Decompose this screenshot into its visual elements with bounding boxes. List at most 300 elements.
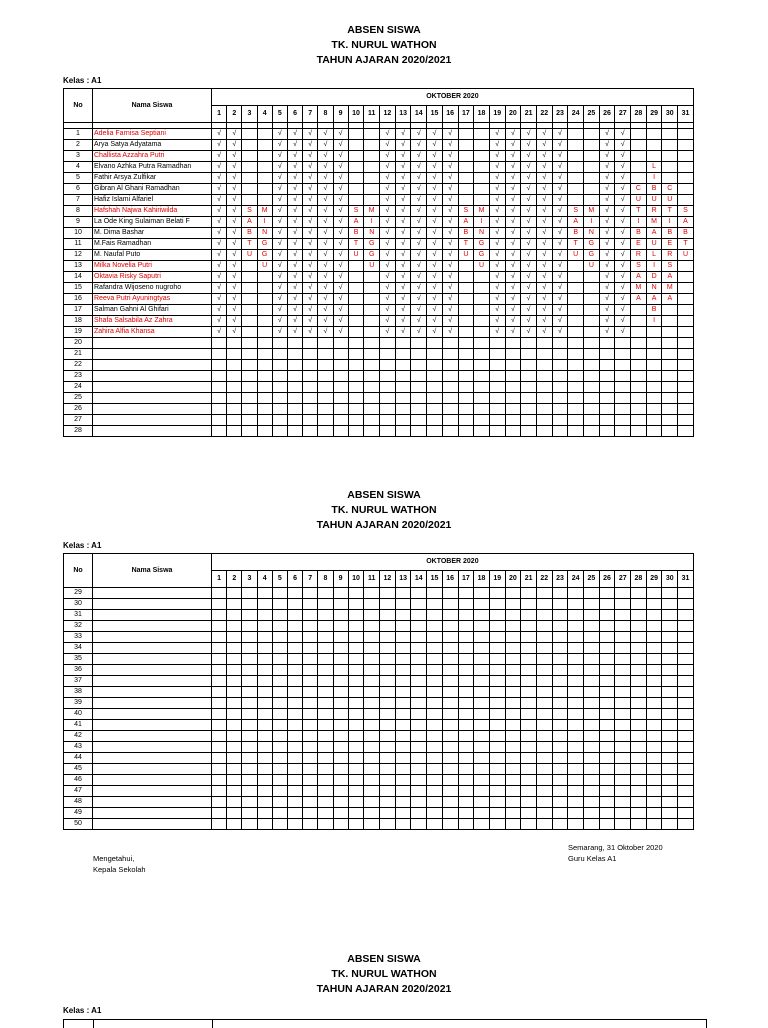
student-name-empty xyxy=(93,687,212,698)
attendance-cell xyxy=(257,272,272,283)
attendance-cell: R xyxy=(631,250,647,261)
attendance-cell xyxy=(257,371,272,382)
attendance-cell xyxy=(364,753,380,764)
attendance-cell: √ xyxy=(427,140,443,151)
attendance-cell xyxy=(348,338,364,349)
attendance-cell xyxy=(411,349,427,360)
attendance-cell: √ xyxy=(521,195,537,206)
attendance-cell: √ xyxy=(536,294,552,305)
attendance-cell: √ xyxy=(395,305,411,316)
attendance-cell xyxy=(303,621,318,632)
attendance-cell xyxy=(678,360,694,371)
attendance-cell xyxy=(242,283,257,294)
attendance-cell xyxy=(272,775,287,786)
attendance-cell: √ xyxy=(411,195,427,206)
attendance-cell xyxy=(348,698,364,709)
student-name-empty xyxy=(93,731,212,742)
attendance-cell: √ xyxy=(489,272,505,283)
sheet3-title: ABSEN SISWA xyxy=(347,953,421,965)
attendance-cell: √ xyxy=(333,140,348,151)
attendance-cell: √ xyxy=(411,228,427,239)
day-header: 6 xyxy=(287,571,302,588)
row-no: 22 xyxy=(64,360,93,371)
attendance-cell xyxy=(212,654,227,665)
attendance-cell xyxy=(458,327,474,338)
attendance-cell: √ xyxy=(489,239,505,250)
day-header: 13 xyxy=(395,571,411,588)
attendance-cell xyxy=(442,775,458,786)
attendance-cell: √ xyxy=(489,283,505,294)
attendance-cell xyxy=(427,349,443,360)
attendance-cell xyxy=(678,687,694,698)
attendance-cell xyxy=(427,610,443,621)
attendance-cell: √ xyxy=(411,305,427,316)
attendance-cell xyxy=(631,786,647,797)
attendance-cell xyxy=(678,643,694,654)
empty-row xyxy=(64,797,694,808)
attendance-cell xyxy=(242,272,257,283)
attendance-cell xyxy=(442,742,458,753)
attendance-cell: √ xyxy=(333,195,348,206)
attendance-cell xyxy=(631,731,647,742)
attendance-cell: √ xyxy=(227,327,242,338)
attendance-cell xyxy=(521,819,537,830)
attendance-cell: √ xyxy=(227,195,242,206)
attendance-cell xyxy=(303,588,318,599)
attendance-cell xyxy=(242,327,257,338)
attendance-cell xyxy=(646,654,662,665)
day-header: 3 xyxy=(242,106,257,123)
attendance-cell xyxy=(364,294,380,305)
row-no: 27 xyxy=(64,415,93,426)
attendance-cell: √ xyxy=(521,305,537,316)
attendance-cell xyxy=(552,742,568,753)
attendance-cell xyxy=(427,676,443,687)
attendance-cell xyxy=(318,588,333,599)
attendance-cell xyxy=(212,819,227,830)
attendance-cell xyxy=(212,393,227,404)
attendance-cell xyxy=(474,665,490,676)
attendance-cell xyxy=(318,742,333,753)
attendance-cell xyxy=(257,140,272,151)
student-name-empty xyxy=(93,349,212,360)
attendance-cell xyxy=(411,632,427,643)
attendance-cell xyxy=(257,819,272,830)
attendance-cell xyxy=(348,599,364,610)
attendance-cell xyxy=(333,665,348,676)
attendance-cell: √ xyxy=(318,327,333,338)
attendance-cell xyxy=(552,610,568,621)
attendance-cell: √ xyxy=(272,261,287,272)
attendance-cell: √ xyxy=(442,239,458,250)
empty-row xyxy=(64,610,694,621)
attendance-cell: √ xyxy=(303,151,318,162)
attendance-cell xyxy=(568,151,584,162)
attendance-cell xyxy=(380,371,396,382)
row-no: 29 xyxy=(64,588,93,599)
attendance-cell xyxy=(227,731,242,742)
attendance-cell xyxy=(631,327,647,338)
attendance-cell: √ xyxy=(395,239,411,250)
attendance-cell xyxy=(257,632,272,643)
row-no: 20 xyxy=(64,338,93,349)
attendance-cell: √ xyxy=(380,140,396,151)
attendance-cell xyxy=(227,665,242,676)
attendance-cell xyxy=(395,709,411,720)
attendance-cell: √ xyxy=(212,283,227,294)
attendance-cell xyxy=(458,808,474,819)
attendance-cell xyxy=(458,676,474,687)
attendance-cell xyxy=(442,349,458,360)
attendance-cell xyxy=(287,654,302,665)
attendance-cell: √ xyxy=(521,140,537,151)
attendance-cell xyxy=(615,753,631,764)
attendance-cell xyxy=(287,687,302,698)
attendance-cell xyxy=(678,140,694,151)
attendance-cell: √ xyxy=(599,327,615,338)
attendance-cell: R xyxy=(646,206,662,217)
attendance-cell xyxy=(257,588,272,599)
student-name-empty xyxy=(93,371,212,382)
student-row xyxy=(64,250,694,261)
attendance-cell: √ xyxy=(615,217,631,228)
attendance-cell xyxy=(427,742,443,753)
attendance-cell: √ xyxy=(380,173,396,184)
student-row xyxy=(64,316,694,327)
attendance-cell xyxy=(584,162,600,173)
attendance-cell xyxy=(474,621,490,632)
attendance-cell xyxy=(364,610,380,621)
attendance-cell xyxy=(678,272,694,283)
attendance-cell xyxy=(599,808,615,819)
attendance-cell xyxy=(631,676,647,687)
attendance-cell: √ xyxy=(489,173,505,184)
attendance-cell: A xyxy=(678,217,694,228)
attendance-cell xyxy=(348,404,364,415)
attendance-cell xyxy=(646,371,662,382)
attendance-cell xyxy=(364,426,380,437)
attendance-cell xyxy=(552,426,568,437)
attendance-cell xyxy=(584,195,600,206)
day-header: 18 xyxy=(474,571,490,588)
day-header: 22 xyxy=(536,571,552,588)
attendance-cell xyxy=(631,698,647,709)
attendance-cell xyxy=(395,808,411,819)
attendance-cell xyxy=(521,632,537,643)
attendance-cell xyxy=(272,632,287,643)
student-name-empty xyxy=(93,775,212,786)
attendance-cell xyxy=(411,665,427,676)
attendance-cell xyxy=(568,676,584,687)
attendance-cell: √ xyxy=(489,162,505,173)
attendance-cell xyxy=(521,360,537,371)
attendance-cell xyxy=(411,720,427,731)
attendance-cell xyxy=(474,654,490,665)
attendance-cell xyxy=(552,654,568,665)
row-no: 46 xyxy=(64,775,93,786)
attendance-cell xyxy=(662,775,678,786)
day-header: 28 xyxy=(631,106,647,123)
attendance-cell xyxy=(442,709,458,720)
attendance-cell: √ xyxy=(395,206,411,217)
attendance-cell xyxy=(568,382,584,393)
attendance-cell xyxy=(646,382,662,393)
attendance-cell: √ xyxy=(212,195,227,206)
attendance-cell xyxy=(318,610,333,621)
attendance-cell xyxy=(662,742,678,753)
attendance-cell xyxy=(474,687,490,698)
attendance-cell xyxy=(489,676,505,687)
attendance-cell xyxy=(678,797,694,808)
attendance-cell: √ xyxy=(489,140,505,151)
empty-row xyxy=(64,731,694,742)
attendance-cell xyxy=(521,654,537,665)
attendance-cell xyxy=(599,764,615,775)
row-no: 47 xyxy=(64,786,93,797)
attendance-cell xyxy=(489,742,505,753)
attendance-cell xyxy=(568,588,584,599)
attendance-cell: I xyxy=(584,217,600,228)
attendance-cell: √ xyxy=(318,228,333,239)
attendance-cell xyxy=(242,316,257,327)
attendance-cell xyxy=(474,709,490,720)
attendance-cell xyxy=(242,808,257,819)
attendance-cell xyxy=(227,819,242,830)
attendance-cell: √ xyxy=(505,140,521,151)
attendance-cell xyxy=(662,162,678,173)
attendance-cell xyxy=(212,599,227,610)
attendance-cell xyxy=(242,588,257,599)
attendance-cell: C xyxy=(662,184,678,195)
attendance-cell xyxy=(678,676,694,687)
attendance-cell xyxy=(242,305,257,316)
attendance-cell xyxy=(536,393,552,404)
attendance-cell xyxy=(489,698,505,709)
attendance-cell xyxy=(333,775,348,786)
attendance-cell: √ xyxy=(615,206,631,217)
attendance-cell xyxy=(631,643,647,654)
day-header: 22 xyxy=(536,106,552,123)
attendance-cell xyxy=(505,742,521,753)
attendance-cell xyxy=(257,294,272,305)
attendance-cell xyxy=(212,720,227,731)
attendance-cell xyxy=(505,371,521,382)
attendance-cell: √ xyxy=(212,250,227,261)
attendance-cell: √ xyxy=(303,228,318,239)
attendance-cell: √ xyxy=(427,316,443,327)
attendance-cell: B xyxy=(631,228,647,239)
attendance-cell: √ xyxy=(615,327,631,338)
row-no: 26 xyxy=(64,404,93,415)
attendance-cell: √ xyxy=(380,151,396,162)
attendance-cell xyxy=(395,643,411,654)
empty-row xyxy=(64,775,694,786)
attendance-cell xyxy=(272,764,287,775)
day-header: 25 xyxy=(584,571,600,588)
attendance-cell: √ xyxy=(505,195,521,206)
attendance-cell xyxy=(521,382,537,393)
student-name-empty xyxy=(93,665,212,676)
attendance-cell: √ xyxy=(395,195,411,206)
attendance-cell: √ xyxy=(505,250,521,261)
attendance-cell: √ xyxy=(505,283,521,294)
attendance-cell: √ xyxy=(442,140,458,151)
attendance-cell xyxy=(395,819,411,830)
attendance-cell xyxy=(646,599,662,610)
day-header: 2 xyxy=(227,571,242,588)
attendance-cell: √ xyxy=(333,162,348,173)
attendance-cell: √ xyxy=(427,206,443,217)
attendance-cell xyxy=(662,764,678,775)
attendance-cell xyxy=(568,338,584,349)
student-row xyxy=(64,261,694,272)
attendance-cell xyxy=(380,775,396,786)
attendance-cell xyxy=(212,676,227,687)
attendance-cell xyxy=(646,731,662,742)
student-row xyxy=(64,272,694,283)
empty-row xyxy=(64,786,694,797)
attendance-cell xyxy=(678,327,694,338)
attendance-cell xyxy=(303,808,318,819)
attendance-cell xyxy=(662,599,678,610)
student-name-empty xyxy=(93,621,212,632)
attendance-cell xyxy=(474,731,490,742)
attendance-cell xyxy=(615,349,631,360)
attendance-cell xyxy=(615,786,631,797)
attendance-cell: G xyxy=(364,239,380,250)
attendance-cell xyxy=(348,621,364,632)
attendance-cell xyxy=(442,720,458,731)
attendance-cell xyxy=(227,599,242,610)
attendance-cell xyxy=(272,415,287,426)
attendance-cell xyxy=(521,676,537,687)
attendance-cell xyxy=(348,775,364,786)
attendance-cell xyxy=(303,764,318,775)
attendance-cell: √ xyxy=(521,294,537,305)
attendance-cell xyxy=(474,393,490,404)
attendance-cell xyxy=(631,393,647,404)
attendance-cell xyxy=(584,764,600,775)
attendance-cell: √ xyxy=(505,129,521,140)
attendance-cell xyxy=(646,610,662,621)
attendance-cell: √ xyxy=(318,316,333,327)
attendance-cell xyxy=(212,360,227,371)
attendance-cell xyxy=(348,665,364,676)
empty-row xyxy=(64,632,694,643)
row-no: 31 xyxy=(64,610,93,621)
attendance-cell xyxy=(212,731,227,742)
attendance-cell xyxy=(489,393,505,404)
attendance-cell xyxy=(678,316,694,327)
attendance-cell: A xyxy=(631,272,647,283)
attendance-cell: L xyxy=(646,162,662,173)
attendance-cell xyxy=(212,610,227,621)
attendance-cell xyxy=(348,195,364,206)
attendance-cell xyxy=(242,742,257,753)
day-header: 27 xyxy=(615,571,631,588)
attendance-cell xyxy=(411,371,427,382)
attendance-cell xyxy=(242,643,257,654)
attendance-cell xyxy=(662,140,678,151)
attendance-cell xyxy=(584,808,600,819)
attendance-cell xyxy=(303,360,318,371)
attendance-cell xyxy=(272,698,287,709)
attendance-cell xyxy=(521,764,537,775)
student-name-empty xyxy=(93,797,212,808)
attendance-cell xyxy=(474,404,490,415)
attendance-cell xyxy=(287,698,302,709)
attendance-cell xyxy=(272,599,287,610)
attendance-cell xyxy=(568,797,584,808)
attendance-cell xyxy=(521,687,537,698)
attendance-cell xyxy=(631,140,647,151)
attendance-cell: G xyxy=(257,250,272,261)
attendance-cell xyxy=(568,415,584,426)
attendance-cell xyxy=(615,731,631,742)
attendance-cell xyxy=(212,415,227,426)
attendance-cell xyxy=(458,698,474,709)
student-no: 19 xyxy=(64,327,93,338)
student-no: 12 xyxy=(64,250,93,261)
attendance-cell xyxy=(568,349,584,360)
attendance-cell xyxy=(303,404,318,415)
attendance-cell xyxy=(599,371,615,382)
attendance-cell xyxy=(536,588,552,599)
attendance-cell xyxy=(505,632,521,643)
attendance-cell: √ xyxy=(227,316,242,327)
attendance-cell xyxy=(568,294,584,305)
empty-row xyxy=(64,382,694,393)
attendance-cell: √ xyxy=(505,261,521,272)
student-name-empty xyxy=(93,720,212,731)
attendance-cell xyxy=(242,610,257,621)
attendance-cell xyxy=(411,393,427,404)
attendance-cell xyxy=(678,808,694,819)
attendance-cell: √ xyxy=(411,239,427,250)
attendance-cell xyxy=(427,808,443,819)
signature-place-date: Semarang, 31 Oktober 2020 xyxy=(568,843,663,852)
attendance-cell: √ xyxy=(552,140,568,151)
attendance-cell: √ xyxy=(380,228,396,239)
attendance-cell xyxy=(427,753,443,764)
attendance-cell xyxy=(505,643,521,654)
attendance-cell: √ xyxy=(505,239,521,250)
month-header: OKTOBER 2020 xyxy=(212,89,694,106)
attendance-cell xyxy=(474,588,490,599)
attendance-cell: √ xyxy=(536,228,552,239)
attendance-cell xyxy=(631,621,647,632)
attendance-cell xyxy=(364,632,380,643)
student-name: Fathir Arsya Zulfikar xyxy=(93,173,212,184)
attendance-cell xyxy=(568,808,584,819)
attendance-cell: √ xyxy=(521,151,537,162)
attendance-cell: √ xyxy=(599,206,615,217)
attendance-cell xyxy=(411,415,427,426)
attendance-cell xyxy=(505,687,521,698)
attendance-cell xyxy=(333,643,348,654)
day-header: 14 xyxy=(411,571,427,588)
attendance-cell xyxy=(458,643,474,654)
attendance-cell xyxy=(584,654,600,665)
attendance-cell xyxy=(646,808,662,819)
attendance-cell xyxy=(318,698,333,709)
attendance-cell xyxy=(584,360,600,371)
attendance-cell: √ xyxy=(599,162,615,173)
day-header: 3 xyxy=(242,571,257,588)
attendance-cell xyxy=(631,687,647,698)
attendance-cell xyxy=(599,709,615,720)
attendance-cell: U xyxy=(646,239,662,250)
